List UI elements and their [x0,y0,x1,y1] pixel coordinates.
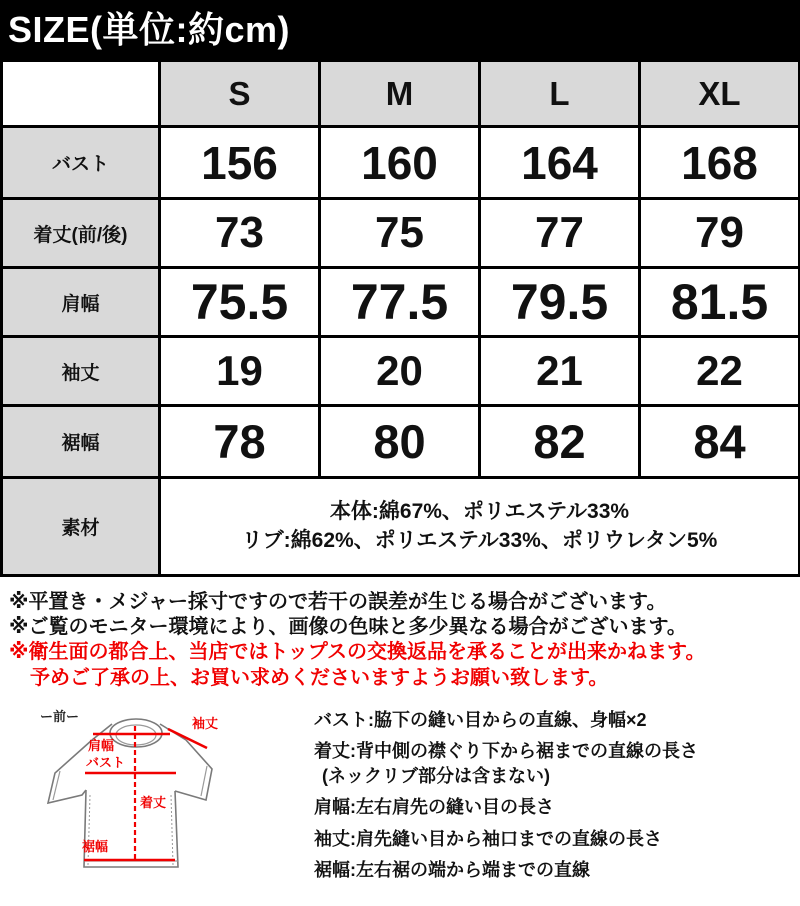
table-row-bust [2,127,800,199]
bust-s: 156 [160,127,320,199]
definition-length: 着丈:背中側の襟ぐり下から裾までの直線の長さ [314,741,698,762]
note-monitor-color: ※ご覧のモニター環境により、画像の色味と多少異なる場合がございます。 [9,616,687,639]
bust-m: 160 [320,127,480,199]
table-row-sleeve [2,337,800,406]
table-row-shoulder [2,268,800,337]
shoulder-l: 79.5 [480,268,640,337]
sleeve-l: 21 [480,337,640,406]
table-row-hem [2,406,800,478]
length-l: 77 [480,199,640,268]
bust-measure-label: バスト [86,754,126,770]
note-measurement-tolerance: ※平置き・メジャー採寸ですので若干の誤差が生じる場合がございます。 [9,591,667,613]
column-header-s: S [160,61,320,127]
bust-xl: 168 [640,127,800,199]
sleeve-m: 20 [320,337,480,406]
definition-hem: 裾幅:左右裾の端から端までの直線 [314,860,590,881]
row-label-sleeve: 袖丈 [2,337,160,406]
length-xl: 79 [640,199,800,268]
material-value [160,478,800,576]
corner-cell [2,61,160,127]
hem-measure-label: 裾幅 [82,838,109,854]
definition-shoulder: 肩幅:左右肩先の縫い目の長さ [314,797,554,818]
sleeve-s: 19 [160,337,320,406]
table-row-length [2,199,800,268]
page-title: SIZE(単位:約cm) [0,0,800,59]
column-header-xl: XL [640,61,800,127]
row-label-length: 着丈(前/後) [2,199,160,268]
hem-s: 78 [160,406,320,478]
shoulder-measure-label: 肩幅 [88,737,115,753]
tshirt-diagram-svg [0,695,300,885]
shoulder-xl: 81.5 [640,268,800,337]
front-label: ー前ー [40,708,80,724]
row-label-hem: 裾幅 [2,406,160,478]
length-s: 73 [160,199,320,268]
tshirt-outline-icon [48,719,212,867]
shoulder-m: 77.5 [320,268,480,337]
bust-l: 164 [480,127,640,199]
row-label-bust: バスト [2,127,160,199]
material-line-body: 本体:綿67%、ポリエステル33% [329,500,630,524]
column-header-l: L [480,61,640,127]
material-line-rib: リブ:綿62%、ポリエステル33%、ポリウレタン5% [241,528,718,552]
size-header-row [2,61,800,127]
hem-l: 82 [480,406,640,478]
definition-bust: バスト:脇下の縫い目からの直線、身幅×2 [314,709,647,730]
bottom-section [0,695,800,891]
sleeve-measure-line [168,729,207,748]
note-please-understand: 予めご了承の上、お買い求めくださいますようお願い致します。 [30,666,609,689]
sleeve-measure-label: 袖丈 [192,715,219,731]
notes-block [0,577,800,691]
definitions-block [300,695,800,891]
column-header-m: M [320,61,480,127]
definition-sleeve: 袖丈:肩先縫い目から袖口までの直線の長さ [314,828,662,849]
hem-xl: 84 [640,406,800,478]
definition-length-note: (ネックリブ部分は含まない) [322,765,550,786]
tshirt-diagram [0,695,300,885]
length-m: 75 [320,199,480,268]
length-measure-label: 着丈 [140,794,167,810]
table-row-material [2,478,800,576]
shoulder-s: 75.5 [160,268,320,337]
row-label-material: 素材 [2,478,160,576]
note-no-returns: ※衛生面の都合上、当店ではトップスの交換返品を承ることが出来かねます。 [9,641,706,664]
sleeve-xl: 22 [640,337,800,406]
hem-m: 80 [320,406,480,478]
size-table [0,59,800,577]
row-label-shoulder: 肩幅 [2,268,160,337]
